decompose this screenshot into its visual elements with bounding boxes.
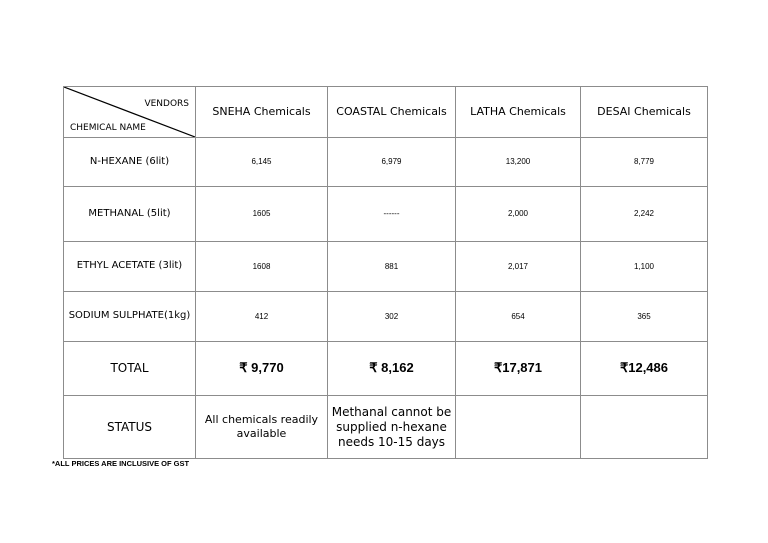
status-cell-sneha: All chemicals readily available — [196, 396, 328, 459]
price-cell: 881 — [328, 242, 456, 292]
table-row — [64, 138, 708, 187]
chemical-name-label: CHEMICAL NAME — [70, 122, 146, 133]
price-cell: 412 — [196, 292, 328, 342]
price-cell: 1608 — [196, 242, 328, 292]
chemical-name-cell: ETHYL ACETATE (3lit) — [64, 242, 196, 292]
total-row — [64, 342, 708, 396]
status-cell-coastal: Methanal cannot be supplied n-hexane needs 10-15 days — [328, 396, 456, 459]
chemical-name-cell: SODIUM SULPHATE(1kg) — [64, 292, 196, 342]
price-cell: 6,979 — [328, 138, 456, 187]
price-cell: 365 — [581, 292, 708, 342]
status-row — [64, 396, 708, 459]
vendor-header-desai: DESAI Chemicals — [581, 87, 708, 138]
price-cell: 2,017 — [456, 242, 581, 292]
price-cell: 302 — [328, 292, 456, 342]
price-cell: ------ — [328, 187, 456, 242]
total-cell-coastal: ₹ 8,162 — [328, 342, 456, 396]
vendors-label: VENDORS — [144, 99, 189, 109]
price-cell: 6,145 — [196, 138, 328, 187]
status-cell-desai — [581, 396, 708, 459]
corner-header-cell — [64, 87, 196, 138]
price-cell: 2,000 — [456, 187, 581, 242]
total-cell-latha: ₹17,871 — [456, 342, 581, 396]
gst-footnote: *ALL PRICES ARE INCLUSIVE OF GST — [52, 459, 190, 468]
table-row — [64, 292, 708, 342]
total-cell-sneha: ₹ 9,770 — [196, 342, 328, 396]
price-cell: 1,100 — [581, 242, 708, 292]
price-cell: 1605 — [196, 187, 328, 242]
chemical-name-cell: N-HEXANE (6lit) — [64, 138, 196, 187]
price-cell: 8,779 — [581, 138, 708, 187]
price-cell: 13,200 — [456, 138, 581, 187]
table-row — [64, 242, 708, 292]
total-label: TOTAL — [64, 342, 196, 396]
vendor-header-sneha: SNEHA Chemicals — [196, 87, 328, 138]
vendor-comparison-table — [63, 86, 708, 459]
total-cell-desai: ₹12,486 — [581, 342, 708, 396]
status-label: STATUS — [64, 396, 196, 459]
table-row — [64, 187, 708, 242]
vendor-header-latha: LATHA Chemicals — [456, 87, 581, 138]
vendor-header-coastal: COASTAL Chemicals — [328, 87, 456, 138]
price-cell: 654 — [456, 292, 581, 342]
header-row — [64, 87, 708, 138]
chemical-name-cell: METHANAL (5lit) — [64, 187, 196, 242]
price-cell: 2,242 — [581, 187, 708, 242]
status-cell-latha — [456, 396, 581, 459]
